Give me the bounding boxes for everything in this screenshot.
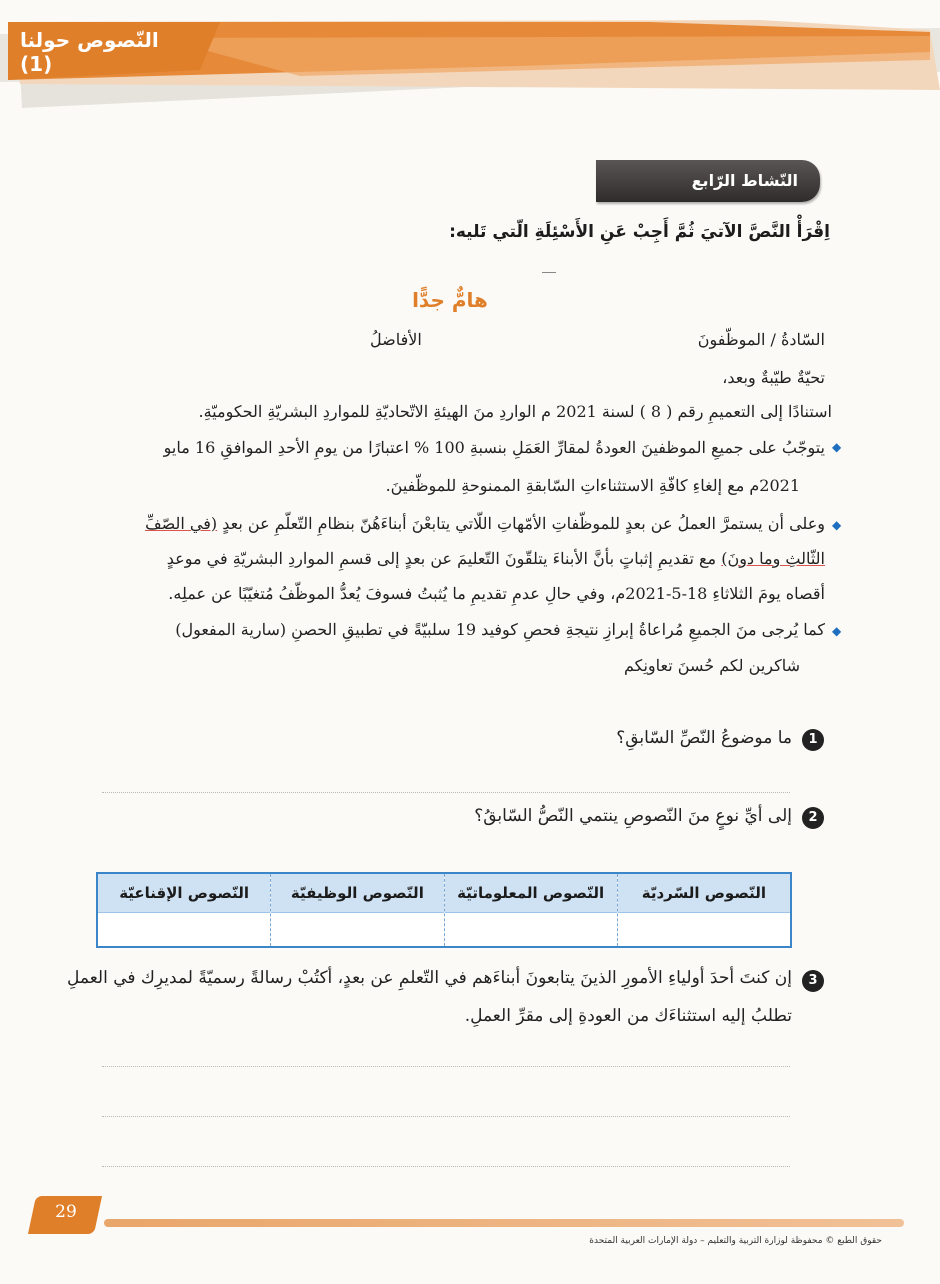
unit-title: النّصوص حولنا (1) — [20, 28, 159, 76]
text-type-answer-cell[interactable] — [98, 913, 270, 946]
copyright-notice: حقوق الطبع © محفوظة لوزارة التربية والتعليم – دولة الإمارات العربية المتحدة — [589, 1236, 882, 1246]
memo-text: وعلى أن يستمرَّ العملُ عن بعدٍ للموظّفاتِ الأمّهاتِ اللّاتي يتابعْنَ أبناءَهُنّ بنظامِ التّعلّمِ عن بعدٍ — [217, 514, 825, 533]
activity-instruction: اِقْرَأْ النَّصَّ الآتيَ ثُمَّ أَجِبْ عَنِ الأَسْئِلَةِ الّتي تَليه: — [449, 222, 830, 242]
text-type-option[interactable] — [617, 874, 790, 946]
answer-line[interactable] — [102, 1066, 790, 1067]
memo-bullet-2-line-1 — [145, 514, 825, 533]
memo-underlined-text: الثّالثِ وما دونَ) — [721, 549, 825, 568]
text-types-table — [96, 872, 792, 948]
answer-line[interactable] — [102, 1116, 790, 1117]
text-type-answer-cell[interactable] — [618, 913, 790, 946]
memo-bullet-3-line-1: كما يُرجى منَ الجميعِ مُراعاةُ إبرازِ نتيجةِ فحصِ كوفيد 19 سلبيّةً في تطبيقِ الحصنِ (سارية المفعول) — [175, 620, 825, 639]
text-type-answer-cell[interactable] — [271, 913, 443, 946]
activity-tab-label: النّشاط الرّابع — [691, 171, 798, 190]
bullet-icon: ◆ — [832, 624, 842, 638]
bullet-icon: ◆ — [832, 440, 842, 454]
memo-bullet-1-line-2: 2021م مع إلغاءِ كافّةِ الاستثناءاتِ السّابقةِ الممنوحةِ للموظّفينَ. — [385, 476, 800, 495]
bullet-icon: ◆ — [832, 518, 842, 532]
question-3-line-2: تطلبُ إليه استثناءَك من العودةِ إلى مقرِّ العملِ. — [464, 1006, 792, 1026]
text-type-answer-cell[interactable] — [445, 913, 617, 946]
text-type-option[interactable] — [270, 874, 443, 946]
question-1-number: 1 — [802, 729, 824, 751]
memo-greeting: تحيّةٌ طيّبةٌ وبعد، — [722, 368, 825, 387]
text-type-option[interactable] — [98, 874, 270, 946]
memo-bullet-1-line-1: يتوجّبُ على جميعِ الموظفينَ العودةُ لمقارِّ العَمَلِ بنسبةِ 100 % اعتبارًا من يومِ الأحدِ الموافقِ 16 مايو — [163, 438, 825, 457]
memo-closing: شاكرين لكم حُسنَ تعاونِكم — [623, 656, 800, 675]
memo-text: مع تقديمِ إثباتٍ بأنَّ الأبناءَ يتلقّونَ التّعليمَ عن بعدٍ إلى قسمِ المواردِ البشريّةِ في موعدٍ — [166, 549, 722, 568]
memo-bullet-2-line-3: أقصاه يومَ الثلاثاءِ 18-5-2021م، وفي حالِ عدمِ تقديمِ ما يُثبتُ فسوفَ يُعدُّ الموظّفُ مُتغيّبًا عن عملِه. — [168, 584, 825, 603]
footer-bar — [104, 1219, 904, 1227]
question-2-number: 2 — [802, 807, 824, 829]
text-type-label: النّصوص الوظيفيّة — [271, 874, 443, 913]
text-type-label: النّصوص المعلوماتيّة — [445, 874, 617, 913]
memo-intro: استنادًا إلى التعميمِ رقم ( 8 ) لسنة 2021 م الواردِ منَ الهيئةِ الاتّحاديّةِ للمواردِ البشريّةِ الحكوميّةِ. — [198, 402, 832, 421]
question-2-text: إلى أيِّ نوعٍ منَ النّصوصِ ينتمي النّصُّ السّابقُ؟ — [474, 806, 792, 826]
memo-underlined-text: (في الصّفِّ — [145, 514, 218, 533]
text-type-label: النّصوص الإقناعيّة — [98, 874, 270, 913]
question-3-line-1: إن كنتَ أحدَ أولياءِ الأمورِ الذينَ يتابعونَ أبناءَهم في التّعلمِ عن بعدٍ، أكتُبْ رسالةً رسميّةً لمديرِك في العملِ — [67, 968, 792, 988]
memo-salutation-title: الأفاضلُ — [370, 330, 422, 349]
text-type-label: النّصوص السّرديّة — [618, 874, 790, 913]
text-type-option[interactable] — [444, 874, 617, 946]
divider — [542, 272, 556, 273]
memo-salutation-addressee: السّادةُ / الموظّفونَ — [697, 330, 825, 349]
memo-bullet-2-line-2 — [167, 549, 825, 568]
answer-line[interactable] — [102, 792, 790, 793]
page-number: 29 — [55, 1202, 77, 1222]
question-1-text: ما موضوعُ النّصِّ السّابقِ؟ — [616, 728, 792, 748]
question-3-number: 3 — [802, 970, 824, 992]
answer-line[interactable] — [102, 1166, 790, 1167]
memo-headline: هامٌّ جدًّا — [412, 288, 488, 312]
activity-tab — [596, 160, 820, 202]
